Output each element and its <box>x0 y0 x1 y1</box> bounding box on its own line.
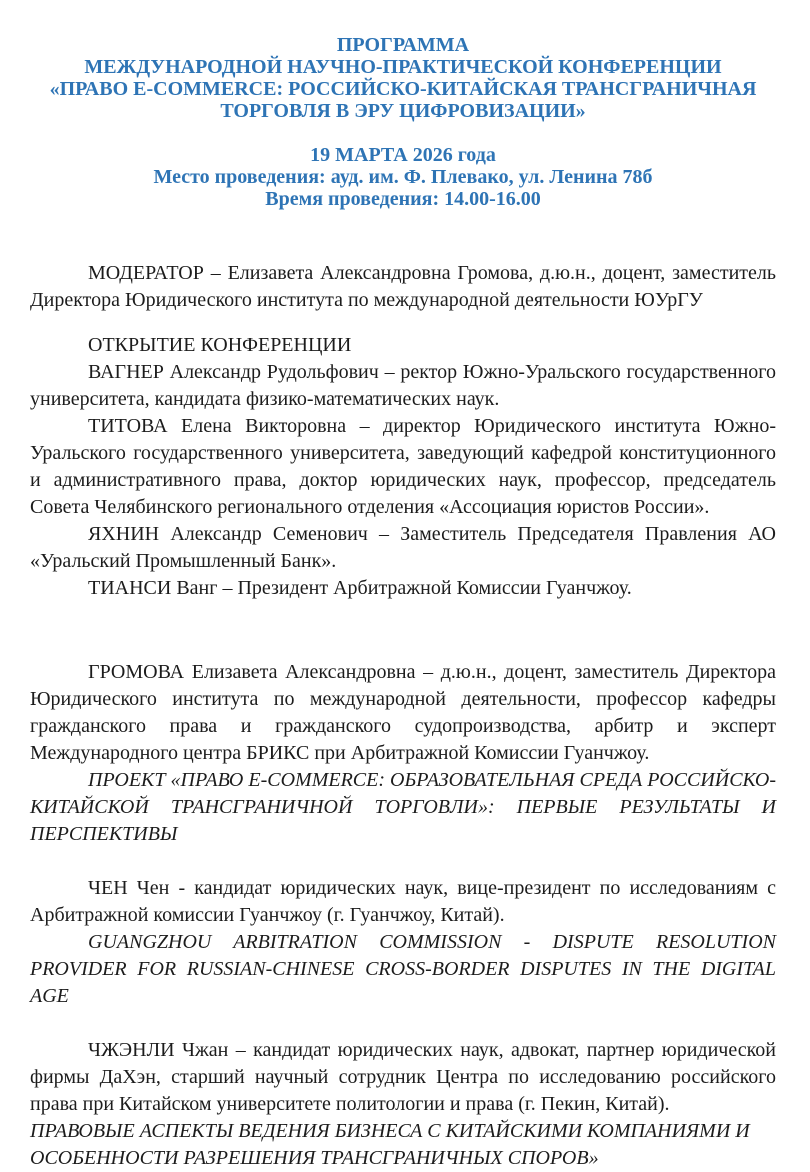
program-body <box>30 260 776 1172</box>
conference-title-block <box>30 34 776 122</box>
conference-date: 19 МАРТА 2026 года <box>310 144 496 166</box>
presentation-title: ПРОЕКТ «ПРАВО E-COMMERCE: ОБРАЗОВАТЕЛЬНАЯ СРЕДА РОССИЙСКО-КИТАЙСКОЙ ТРАНСГРАНИЧНОЙ ТОРГОВЛИ»: ПЕРВЫЕ РЕЗУЛЬТАТЫ И ПЕРСПЕКТИВЫ <box>30 769 776 845</box>
presentation-title: ПРАВОВЫЕ АСПЕКТЫ ВЕДЕНИЯ БИЗНЕСА С КИТАЙСКИМИ КОМПАНИЯМИ И ОСОБЕННОСТИ РАЗРЕШЕНИЯ ТРАНСГРАНИЧНЫХ СПОРОВ» <box>30 1120 750 1169</box>
speaker-paragraph: ВАГНЕР Александр Рудольфович – ректор Южно-Уральского государственного университета, кандидата физико-математических наук. <box>30 361 776 410</box>
time-line: Время проведения: 14.00-16.00 <box>265 188 541 210</box>
presentation-item <box>30 1037 776 1172</box>
presentation-speaker: ЧЕН Чен - кандидат юридических наук, вице-президент по исследованиям с Арбитражной комиссии Гуанчжоу (г. Гуанчжоу, Китай). <box>30 877 776 926</box>
program-label: ПРОГРАММА <box>336 34 470 56</box>
conference-type-line: МЕЖДУНАРОДНОЙ НАУЧНО-ПРАКТИЧЕСКОЙ КОНФЕРЕНЦИИ <box>84 56 722 78</box>
presentation-title: GUANGZHOU ARBITRATION COMMISSION - DISPUTE RESOLUTION PROVIDER FOR RUSSIAN-CHINESE CROSS-BORDER DISPUTES IN THE DIGITAL AGE <box>30 931 776 1007</box>
opening-heading: ОТКРЫТИЕ КОНФЕРЕНЦИИ <box>88 334 352 356</box>
presentation-item <box>30 875 776 1010</box>
speaker-paragraph: ЯХНИН Александр Семенович – Заместитель Председателя Правления АО «Уральский Промышленный Банк». <box>30 523 776 572</box>
conference-name-line: «ПРАВО E-COMMERCE: РОССИЙСКО-КИТАЙСКАЯ ТРАНСГРАНИЧНАЯ ТОРГОВЛЯ В ЭРУ ЦИФРОВИЗАЦИИ» <box>49 78 757 122</box>
speaker-paragraph: ТИТОВА Елена Викторовна – директор Юридического института Южно-Уральского государственного университета, заведующий кафедрой конституционного и административного права, доктор юридических наук, профессор, председатель Совета Челябинского регионального отделения «Ассоциация юристов России». <box>30 415 776 518</box>
moderator-section <box>30 260 776 314</box>
presentation-speaker: ЧЖЭНЛИ Чжан – кандидат юридических наук, адвокат, партнер юридической фирмы ДаХэн, старший научный сотрудник Центра по исследованию российского права при Китайском университете политологии и права (г. Пекин, Китай). <box>30 1039 776 1115</box>
venue-line: Место проведения: ауд. им. Ф. Плевако, ул. Ленина 78б <box>153 166 653 188</box>
presentation-speaker: ГРОМОВА Елизавета Александровна – д.ю.н., доцент, заместитель Директора Юридического института по международной деятельности, профессор кафедры гражданского права и гражданского судопроизводства, арбитр и эксперт Международного центра БРИКС при Арбитражной Комиссии Гуанчжоу. <box>30 661 776 764</box>
opening-section <box>30 332 776 602</box>
moderator-paragraph: МОДЕРАТОР – Елизавета Александровна Громова, д.ю.н., доцент, заместитель Директора Юридического института по международной деятельности ЮУрГУ <box>30 262 776 311</box>
presentation-item <box>30 659 776 848</box>
program-header <box>30 34 776 210</box>
speaker-paragraph: ТИАНСИ Ванг – Президент Арбитражной Комиссии Гуанчжоу. <box>88 577 632 599</box>
event-meta-block <box>30 144 776 210</box>
